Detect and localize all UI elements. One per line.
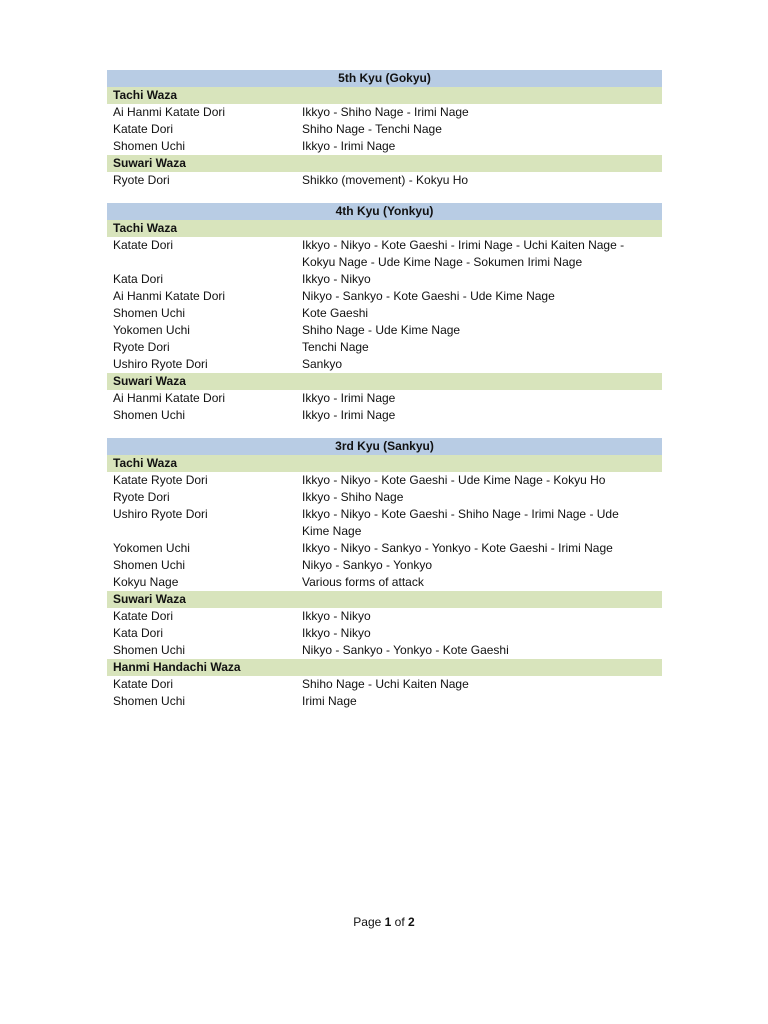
section-title: 4th Kyu (Yonkyu) [107,203,662,220]
technique-row [107,305,662,322]
technique-row [107,625,662,642]
attack-name: Kata Dori [113,272,164,286]
page-footer [0,915,768,929]
technique-row [107,322,662,339]
technique-row [107,608,662,625]
attack-name: Ai Hanmi Katate Dori [113,391,226,405]
technique-row [107,506,662,540]
page-total: 2 [408,915,415,929]
technique-row [107,472,662,489]
group-title: Suwari Waza [107,373,662,390]
attack-name: Ryote Dori [113,340,170,354]
technique-row [107,356,662,373]
technique-list: Ikkyo - Nikyo - Sankyo - Yonkyo - Kote Gaeshi - Irimi Nage [302,541,613,555]
attack-name: Katate Ryote Dori [113,473,208,487]
technique-list: Nikyo - Sankyo - Yonkyo [302,558,433,572]
attack-name: Ryote Dori [113,173,170,187]
technique-row [107,390,662,407]
technique-list: Ikkyo - Nikyo - Kote Gaeshi - Irimi Nage - Uchi Kaiten Nage - Kokyu Nage - Ude Kime Nage - Sokumen Irimi Nage [302,238,625,269]
technique-list: Ikkyo - Shiho Nage - Irimi Nage [302,105,469,119]
kyu-section [107,203,662,424]
technique-list: Ikkyo - Irimi Nage [302,139,396,153]
technique-row [107,172,662,189]
technique-list: Ikkyo - Irimi Nage [302,391,396,405]
technique-row [107,407,662,424]
technique-row [107,676,662,693]
technique-list: Various forms of attack [302,575,424,589]
group-title: Tachi Waza [107,87,662,104]
attack-name: Yokomen Uchi [113,323,190,337]
technique-row [107,339,662,356]
technique-list: Ikkyo - Nikyo [302,626,371,640]
technique-row [107,104,662,121]
technique-row [107,271,662,288]
technique-list: Shikko (movement) - Kokyu Ho [302,173,469,187]
group-title: Suwari Waza [107,591,662,608]
group-title: Tachi Waza [107,455,662,472]
technique-list: Tenchi Nage [302,340,369,354]
technique-row [107,557,662,574]
attack-name: Katate Dori [113,122,174,136]
group-title: Hanmi Handachi Waza [107,659,662,676]
technique-list: Ikkyo - Irimi Nage [302,408,396,422]
kyu-section [107,438,662,710]
attack-name: Shomen Uchi [113,643,186,657]
technique-row [107,288,662,305]
technique-row [107,489,662,506]
technique-row [107,540,662,557]
technique-row [107,138,662,155]
section-title: 5th Kyu (Gokyu) [107,70,662,87]
attack-name: Kata Dori [113,626,164,640]
technique-list: Irimi Nage [302,694,357,708]
technique-list: Shiho Nage - Uchi Kaiten Nage [302,677,469,691]
group-title: Suwari Waza [107,155,662,172]
technique-row [107,121,662,138]
attack-name: Shomen Uchi [113,694,186,708]
attack-name: Kokyu Nage [113,575,179,589]
page-of-label: of [391,915,409,929]
technique-list: Nikyo - Sankyo - Kote Gaeshi - Ude Kime Nage [302,289,555,303]
technique-list: Kote Gaeshi [302,306,369,320]
page-current: 1 [384,915,392,929]
technique-list: Ikkyo - Nikyo [302,272,371,286]
kyu-section [107,70,662,189]
page-label: Page [353,915,385,929]
technique-list: Shiho Nage - Tenchi Nage [302,122,442,136]
technique-list: Sankyo [302,357,343,371]
attack-name: Ai Hanmi Katate Dori [113,289,226,303]
attack-name: Katate Dori [113,677,174,691]
attack-name: Shomen Uchi [113,408,186,422]
technique-list: Ikkyo - Nikyo [302,609,371,623]
attack-name: Ushiro Ryote Dori [113,357,208,371]
technique-row [107,574,662,591]
technique-list: Ikkyo - Shiho Nage [302,490,404,504]
attack-name: Katate Dori [113,238,174,252]
attack-name: Ushiro Ryote Dori [113,507,208,521]
kyu-requirements-sheet [107,70,662,724]
attack-name: Ai Hanmi Katate Dori [113,105,226,119]
technique-list: Ikkyo - Nikyo - Kote Gaeshi - Ude Kime Nage - Kokyu Ho [302,473,606,487]
attack-name: Katate Dori [113,609,174,623]
technique-list: Ikkyo - Nikyo - Kote Gaeshi - Shiho Nage - Irimi Nage - Ude Kime Nage [302,507,619,538]
attack-name: Yokomen Uchi [113,541,190,555]
section-title: 3rd Kyu (Sankyu) [107,438,662,455]
group-title: Tachi Waza [107,220,662,237]
technique-list: Shiho Nage - Ude Kime Nage [302,323,461,337]
attack-name: Shomen Uchi [113,306,186,320]
technique-row [107,237,662,271]
attack-name: Ryote Dori [113,490,170,504]
technique-row [107,693,662,710]
attack-name: Shomen Uchi [113,139,186,153]
technique-list: Nikyo - Sankyo - Yonkyo - Kote Gaeshi [302,643,509,657]
attack-name: Shomen Uchi [113,558,186,572]
technique-row [107,642,662,659]
